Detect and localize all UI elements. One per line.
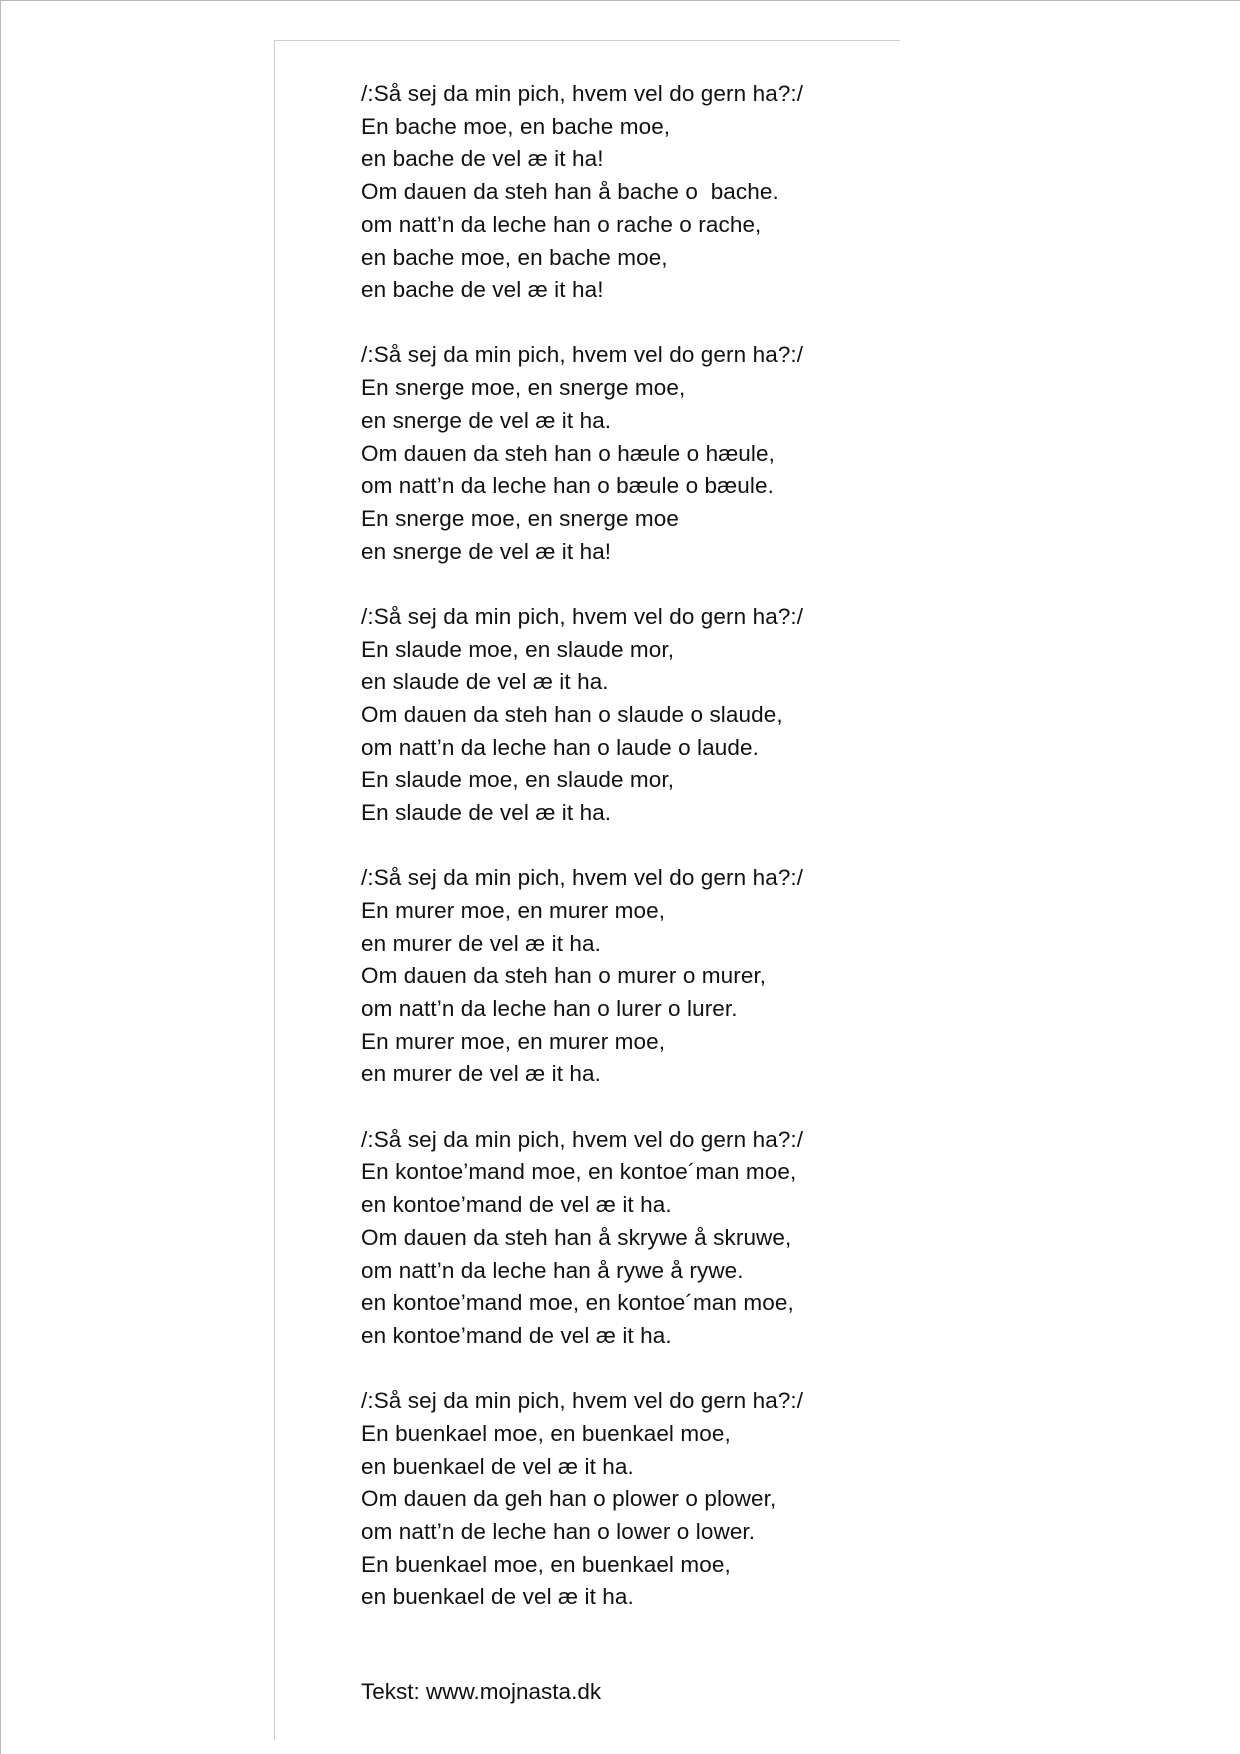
lyric-line: en kontoe’mand moe, en kontoe´man moe, bbox=[361, 1290, 794, 1316]
song-lyrics bbox=[361, 78, 921, 1647]
lyric-line: En bache moe, en bache moe, bbox=[361, 113, 671, 139]
scan-frame-top-edge bbox=[0, 0, 1240, 1]
lyric-line: Om dauen da steh han o slaude o slaude, bbox=[361, 701, 783, 727]
text-credit: Tekst: www.mojnasta.dk bbox=[361, 1679, 602, 1704]
stanza-1 bbox=[361, 78, 921, 307]
lyric-line: om natt’n da leche han å rywe å rywe. bbox=[361, 1257, 744, 1283]
lyric-line: en snerge de vel æ it ha. bbox=[361, 407, 612, 433]
lyric-line: en murer de vel æ it ha. bbox=[361, 1061, 602, 1087]
lyric-line: En murer moe, en murer moe, bbox=[361, 1028, 666, 1054]
lyric-line: /:Så sej da min pich, hvem vel do gern ha?:/ bbox=[361, 865, 804, 891]
lyric-line: /:Så sej da min pich, hvem vel do gern ha?:/ bbox=[361, 603, 804, 629]
stanza-6 bbox=[361, 1385, 921, 1614]
lyric-line: En slaude moe, en slaude mor, bbox=[361, 767, 675, 793]
lyric-line: En slaude de vel æ it ha. bbox=[361, 800, 612, 826]
lyric-line: en bache de vel æ it ha! bbox=[361, 277, 604, 303]
lyric-line: Om dauen da steh han å skrywe å skruwe, bbox=[361, 1224, 792, 1250]
stanza-4 bbox=[361, 862, 921, 1091]
page-left-border bbox=[274, 40, 275, 1740]
stanza-3 bbox=[361, 601, 921, 830]
lyric-line: En snerge moe, en snerge moe bbox=[361, 505, 679, 531]
stanza-5 bbox=[361, 1124, 921, 1353]
lyric-line: Om dauen da steh han å bache o bache. bbox=[361, 179, 779, 205]
lyric-line: om natt’n de leche han o lower o lower. bbox=[361, 1518, 756, 1544]
lyric-line: En snerge moe, en snerge moe, bbox=[361, 375, 686, 401]
lyric-line: En buenkael moe, en buenkael moe, bbox=[361, 1420, 731, 1446]
lyric-line: en slaude de vel æ it ha. bbox=[361, 669, 609, 695]
lyric-line: om natt’n da leche han o bæule o bæule. bbox=[361, 473, 774, 499]
lyric-line: en kontoe’mand de vel æ it ha. bbox=[361, 1322, 672, 1348]
lyric-line: Om dauen da steh han o murer o murer, bbox=[361, 963, 767, 989]
lyric-line: en buenkael de vel æ it ha. bbox=[361, 1453, 634, 1479]
stanza-2 bbox=[361, 339, 921, 568]
lyric-line: /:Så sej da min pich, hvem vel do gern ha?:/ bbox=[361, 1126, 804, 1152]
lyric-line: /:Så sej da min pich, hvem vel do gern ha?:/ bbox=[361, 1388, 804, 1414]
lyric-line: Om dauen da steh han o hæule o hæule, bbox=[361, 440, 775, 466]
lyric-line: /:Så sej da min pich, hvem vel do gern ha?:/ bbox=[361, 342, 804, 368]
lyric-line: En murer moe, en murer moe, bbox=[361, 897, 666, 923]
lyric-line: en snerge de vel æ it ha! bbox=[361, 538, 612, 564]
lyric-line: om natt’n da leche han o rache o rache, bbox=[361, 211, 762, 237]
scan-frame-left-edge bbox=[0, 0, 1, 1754]
lyric-line: En slaude moe, en slaude mor, bbox=[361, 636, 675, 662]
lyric-line: Om dauen da geh han o plower o plower, bbox=[361, 1486, 777, 1512]
lyric-line: /:Så sej da min pich, hvem vel do gern ha?:/ bbox=[361, 81, 804, 106]
lyric-line: en bache moe, en bache moe, bbox=[361, 244, 668, 270]
lyric-line: en kontoe’mand de vel æ it ha. bbox=[361, 1192, 672, 1218]
lyric-line: En kontoe’mand moe, en kontoe´man moe, bbox=[361, 1159, 797, 1185]
page-top-border bbox=[274, 40, 900, 41]
lyric-line: en bache de vel æ it ha! bbox=[361, 146, 604, 172]
lyric-line: om natt’n da leche han o lurer o lurer. bbox=[361, 996, 738, 1022]
lyric-line: En buenkael moe, en buenkael moe, bbox=[361, 1551, 731, 1577]
lyric-line: om natt’n da leche han o laude o laude. bbox=[361, 734, 759, 760]
lyric-line: en murer de vel æ it ha. bbox=[361, 930, 602, 956]
lyric-line: en buenkael de vel æ it ha. bbox=[361, 1584, 634, 1610]
